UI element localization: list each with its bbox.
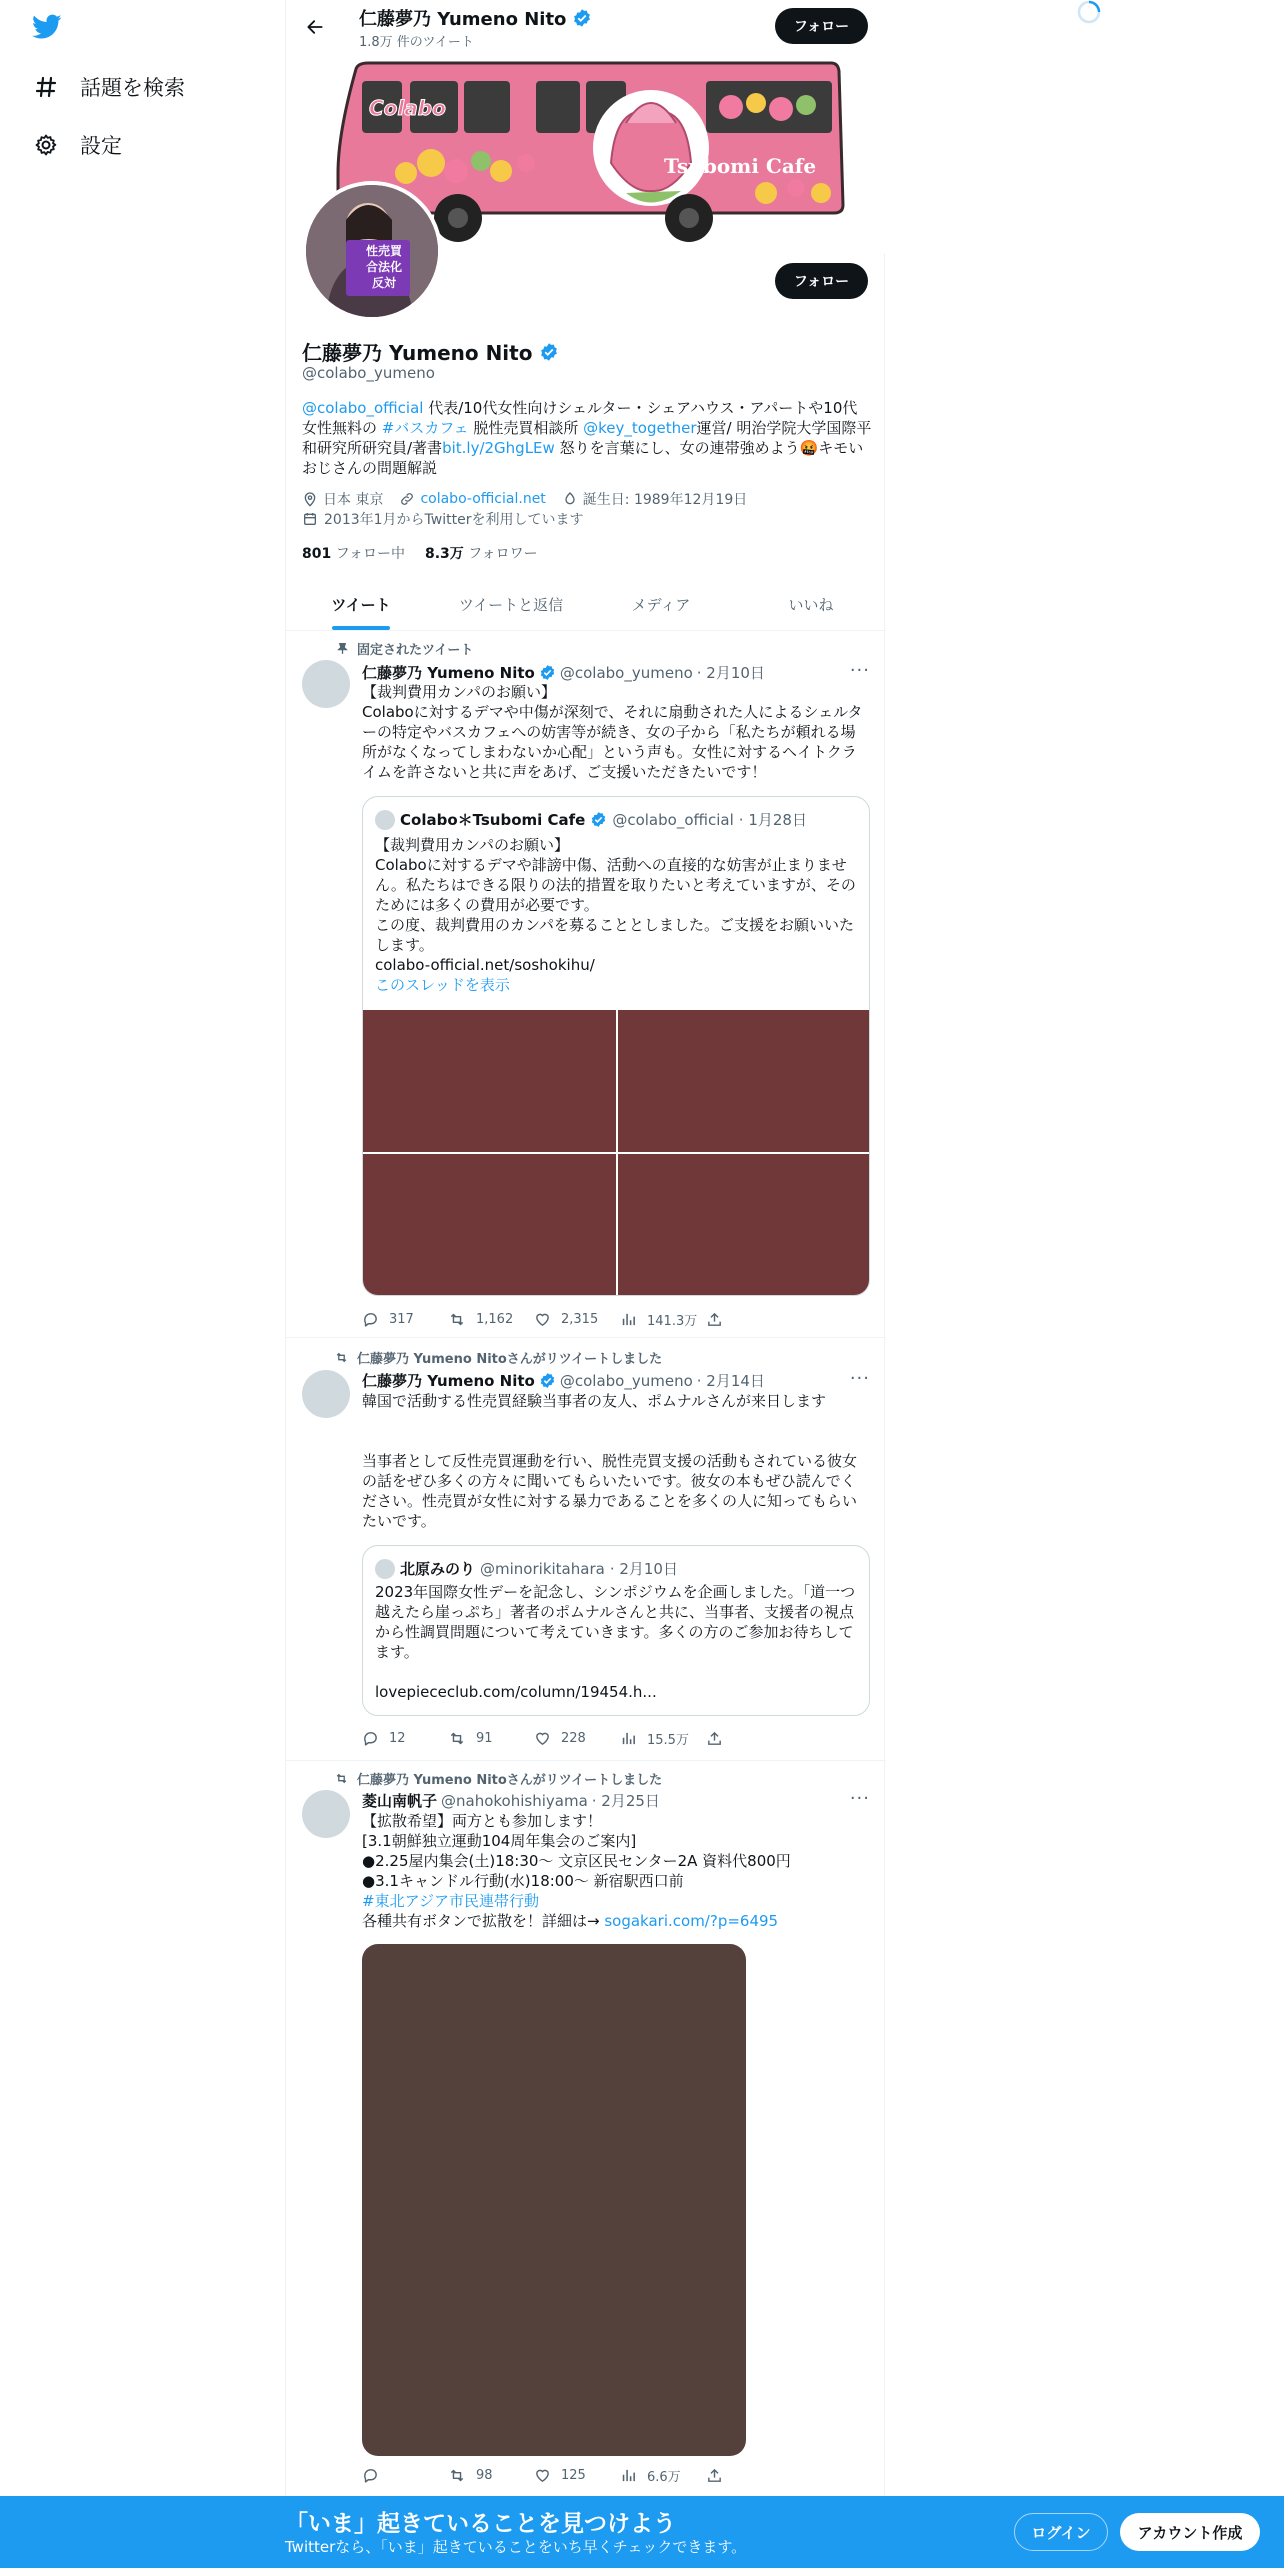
tweet-text-line: ●3.1キャンドル行動(水)18:00～ 新宿駅西口前: [362, 1872, 684, 1890]
hashtag-icon: [32, 73, 60, 101]
tweet-context-text: 仁藤夢乃 Yumeno Nitoさんがリツイートしました: [357, 1773, 663, 1788]
quoted-author-name: Colabo＊Tsubomi Cafe: [400, 811, 586, 829]
quoted-author-name: 北原みのり: [400, 1560, 476, 1578]
media-image[interactable]: [618, 1010, 870, 1152]
share-button[interactable]: [706, 1309, 792, 1329]
tweet-context-text: 固定されたツイート: [357, 643, 474, 658]
quoted-tweet[interactable]: [362, 796, 870, 1296]
views-icon: [620, 1730, 637, 1747]
quoted-author-handle: @colabo_official: [612, 810, 734, 829]
tweet-hashtag[interactable]: #東北アジア市民連帯行動: [362, 1892, 539, 1910]
tweet-author-avatar[interactable]: [302, 1790, 350, 1838]
tweet-author-avatar[interactable]: [302, 1370, 350, 1418]
bio-text: 代表/10代女性向けシェルター・シェアハウス・アパートや10代女性無料の: [302, 399, 858, 437]
tweet-date[interactable]: · 2月10日: [696, 664, 765, 682]
retweet-button[interactable]: [448, 1728, 534, 1748]
bio-text: 運営/ 明治学院大学国際平和研究所研究員/著書: [302, 419, 872, 457]
verified-icon: [572, 8, 592, 28]
tab-tweets-and-replies[interactable]: ツイートと返信: [458, 595, 564, 614]
follow-button[interactable]: フォロー: [775, 263, 868, 299]
tweet-actions: [362, 2465, 792, 2485]
tweet-text: 韓国で活動する性売買経験当事者の友人、ポムナルさんが来日します 当事者として反性売買運動を行い、脱性売買支援の活動もされている彼女の話をぜひ多くの方々に聞いてもらいたいです。彼女の本もぜひ読んでください。性売買が女性に対する暴力であることを多くの人に知ってもらいたいです。: [362, 1392, 858, 1530]
link-icon: [399, 491, 415, 507]
views-button[interactable]: [620, 1728, 706, 1748]
loading-spinner-icon: [1074, 0, 1104, 26]
tweet-text-line: 【拡散希望】両方とも参加します！: [362, 1812, 603, 1830]
profile-location: [302, 489, 383, 509]
like-icon: [534, 1311, 551, 1328]
tweet-author-handle: @nahokohishiyama: [441, 1791, 588, 1810]
views-count: 15.5万: [647, 1732, 689, 1748]
quoted-date: · 1月28日: [738, 811, 807, 829]
like-count: 228: [561, 1730, 586, 1746]
quoted-tweet-header: [375, 1558, 678, 1579]
share-button[interactable]: [706, 2465, 792, 2485]
tweet-header: [362, 1370, 765, 1391]
nav-settings-label: 設定: [80, 134, 122, 158]
tweet-header: [362, 1790, 660, 1811]
followers-count: 8.3万: [425, 546, 464, 562]
header-name: [359, 5, 592, 31]
tweet-author-handle: @colabo_yumeno: [559, 1371, 693, 1390]
tab-tweets[interactable]: ツイート: [286, 578, 436, 630]
like-button[interactable]: [534, 1728, 620, 1748]
reply-count: 12: [389, 1730, 406, 1746]
retweet-icon: [448, 1730, 466, 1747]
tweet-actions: [362, 1309, 792, 1329]
profile-avatar[interactable]: [302, 181, 442, 321]
location-icon: [302, 491, 318, 507]
profile-bio: [302, 398, 872, 478]
profile-birthday: [562, 489, 747, 509]
show-thread-link[interactable]: このスレッドを表示: [375, 976, 510, 994]
banner-logo-text: Colabo: [369, 96, 446, 120]
avatar-sign-text: 性売買合法化反対: [365, 244, 402, 290]
tweet-media-image[interactable]: [362, 1944, 746, 2456]
like-button[interactable]: [534, 2465, 620, 2485]
reply-button[interactable]: [362, 2465, 448, 2485]
quoted-tweet-text: 2023年国際女性デーを記念し、シンポジウムを企画しました。「道一つ越えたら崖っぷち」著者のポムナルさんと共に、当事者、支援者の視点から性調買問題について考えていきます。多くの方のご参加お待ちしてます。 lovepiececlub.com/column/19454.h...: [375, 1583, 856, 1701]
media-image[interactable]: [618, 1154, 870, 1296]
profile-header-bar: [286, 0, 886, 53]
verified-icon: [590, 811, 607, 828]
twitter-logo-icon[interactable]: [32, 14, 62, 40]
login-button[interactable]: ログイン: [1014, 2513, 1108, 2551]
reply-icon: [362, 1730, 379, 1747]
bio-text: 脱性売買相談所: [468, 419, 584, 437]
bio-hashtag-buscafe[interactable]: #バスカフェ: [381, 419, 469, 437]
tweet-context: [333, 1348, 662, 1367]
tweet-author-handle: @colabo_yumeno: [559, 663, 693, 682]
views-icon: [620, 1311, 637, 1328]
following-count-link[interactable]: [302, 543, 405, 563]
tweet-retweet-1[interactable]: [286, 1339, 886, 1761]
following-label: フォロー中: [335, 546, 405, 562]
back-arrow-icon[interactable]: [298, 10, 332, 44]
birthday-text: 誕生日: 1989年12月19日: [582, 492, 748, 508]
profile-handle: @colabo_yumeno: [302, 364, 435, 382]
reply-icon: [362, 2467, 379, 2484]
more-icon[interactable]: ···: [849, 660, 870, 681]
views-button[interactable]: [620, 2465, 706, 2485]
tab-media[interactable]: メディア: [631, 595, 691, 614]
profile-joined-row: [302, 509, 583, 529]
quoted-tweet-header: [375, 809, 807, 830]
quoted-tweet[interactable]: [362, 1545, 870, 1716]
retweet-count: 1,162: [476, 1311, 514, 1327]
like-button[interactable]: [534, 1309, 620, 1329]
calendar-icon: [302, 511, 318, 527]
signup-prompt-title: 「いま」起きていることを見つけよう: [285, 2511, 676, 2537]
tweet-author-avatar[interactable]: [302, 660, 350, 708]
signup-prompt-bar: [0, 2496, 1284, 2568]
tweet-text-line: ●2.25屋内集会(土)18:30～ 文京区民センター2A 資料代800円: [362, 1852, 791, 1870]
views-button[interactable]: [620, 1309, 706, 1329]
website-link[interactable]: colabo-official.net: [420, 491, 546, 507]
signup-button[interactable]: アカウント作成: [1120, 2513, 1260, 2551]
quoted-author-handle: @minorikitahara: [480, 1559, 605, 1578]
retweet-icon: [448, 2467, 466, 2484]
tweet-actions: [362, 1728, 792, 1748]
share-button[interactable]: [706, 1728, 792, 1748]
retweet-count: 98: [476, 2467, 493, 2483]
tweet-context: [333, 639, 473, 658]
tweet-author-name[interactable]: 仁藤夢乃 Yumeno Nito: [362, 664, 535, 682]
nav-explore-label: 話題を検索: [80, 76, 185, 100]
quoted-date: · 2月10日: [609, 1560, 678, 1578]
profile-website[interactable]: [399, 491, 545, 507]
signup-prompt-subtitle: Twitterなら、「いま」起きていることをいち早くチェックできます。: [285, 2538, 747, 2556]
pin-icon: [333, 642, 349, 655]
tweet-pinned[interactable]: [286, 632, 886, 1338]
reply-icon: [362, 1311, 379, 1328]
tweet-context: [333, 1769, 662, 1788]
follow-button-header[interactable]: フォロー: [775, 8, 868, 44]
bio-text: 怒りを言葉にし、女の連帯強めよう: [554, 439, 800, 457]
reply-button[interactable]: [362, 1309, 448, 1329]
quoted-media-grid[interactable]: [363, 1010, 870, 1296]
gear-icon: [32, 131, 60, 159]
profile-name-text: 仁藤夢乃 Yumeno Nito: [302, 341, 533, 365]
tweet-text: [362, 1811, 870, 1931]
followers-label: フォロワー: [468, 546, 538, 562]
views-count: 6.6万: [647, 2469, 681, 2485]
bio-mention-key-together[interactable]: @key_together: [583, 419, 697, 437]
like-count: 2,315: [561, 1311, 599, 1327]
tweet-text-line: [3.1朝鮮独立運動104周年集会のご案内]: [362, 1832, 637, 1850]
retweet-count: 91: [476, 1730, 493, 1746]
like-count: 125: [561, 2467, 586, 2483]
views-icon: [620, 2467, 637, 2484]
more-icon[interactable]: ···: [849, 1368, 870, 1389]
angry-emoji: 🤬: [799, 439, 819, 457]
left-navigation: [0, 0, 285, 200]
profile-meta-row: [302, 489, 757, 509]
media-image[interactable]: [363, 1154, 616, 1296]
more-icon[interactable]: ···: [849, 1788, 870, 1809]
profile-display-name: [302, 337, 559, 366]
retweet-button[interactable]: [448, 1309, 534, 1329]
bio-link[interactable]: bit.ly/2GhgLEw: [442, 439, 555, 457]
verified-icon: [539, 664, 556, 681]
tweet-author-name[interactable]: 菱山南帆子: [362, 1792, 438, 1810]
tweet-header: [362, 662, 765, 683]
tweet-date[interactable]: · 2月25日: [591, 1792, 660, 1810]
joined-text: 2013年1月からTwitterを利用しています: [324, 512, 584, 528]
tweet-link[interactable]: sogakari.com/?p=6495: [604, 1912, 779, 1930]
birthday-icon: [562, 491, 578, 507]
like-icon: [534, 1730, 551, 1747]
nav-settings[interactable]: [32, 127, 122, 163]
tweet-date[interactable]: · 2月14日: [696, 1372, 765, 1390]
tweet-author-name[interactable]: 仁藤夢乃 Yumeno Nito: [362, 1372, 535, 1390]
followers-count-link[interactable]: [425, 543, 538, 563]
share-icon: [706, 1311, 723, 1328]
bio-text: キモいおじさんの問題解説: [302, 439, 864, 477]
tweet-text: 【裁判費用カンパのお願い】 Colaboに対するデマや中傷が深刻で、それに扇動された人によるシェルターの特定やバスカフェへの妨害等が続き、女の子から「私たちが頼れる場所がなくなってしまわないか心配」という声も。女性に対するヘイトクライムを許さないと共に声をあげ、ご支援いただきたいです！: [362, 683, 863, 781]
main-column: [285, 0, 885, 2568]
share-icon: [706, 1730, 723, 1747]
quoted-author-avatar: [375, 810, 395, 830]
profile-tabs: [286, 578, 886, 631]
quoted-tweet-text: 【裁判費用カンパのお願い】 Colaboに対するデマや誹謗中傷、活動への直接的な妨害が止まりません。私たちはできる限りの法的措置を取りたいと考えていますが、そのためには多くの費用が必要です。 この度、裁判費用のカンパを募ることとしました。ご支援をお願いいたします。 colabo-official.net/soshokihu/: [375, 836, 856, 974]
tab-likes[interactable]: いいね: [788, 595, 834, 614]
quoted-author-avatar: [375, 1559, 395, 1579]
location-text: 日本 東京: [323, 492, 384, 508]
tweet-context-text: 仁藤夢乃 Yumeno Nitoさんがリツイートしました: [357, 1352, 663, 1367]
header-tweet-count: 1.8万 件のツイート: [359, 35, 474, 50]
media-image[interactable]: [363, 1010, 616, 1152]
header-name-text: 仁藤夢乃 Yumeno Nito: [359, 9, 567, 30]
verified-icon: [539, 1372, 556, 1389]
reply-button[interactable]: [362, 1728, 448, 1748]
reply-count: 317: [389, 1311, 414, 1327]
tweet-text-line: 各種共有ボタンで拡散を！詳細は→: [362, 1912, 605, 1930]
retweet-icon: [448, 1311, 466, 1328]
views-count: 141.3万: [647, 1313, 698, 1329]
share-icon: [706, 2467, 723, 2484]
like-icon: [534, 2467, 551, 2484]
nav-explore[interactable]: [32, 69, 185, 105]
banner-cafe-text: Tsubomi Cafe: [664, 154, 817, 178]
retweet-button[interactable]: [448, 2465, 534, 2485]
following-count: 801: [302, 546, 332, 562]
follow-counts: [302, 543, 538, 563]
tweet-retweet-2[interactable]: [286, 1762, 886, 2496]
retweet-icon: [333, 1772, 349, 1785]
verified-icon: [539, 342, 559, 362]
retweet-icon: [333, 1351, 349, 1364]
bio-mention-colabo-official[interactable]: @colabo_official: [302, 399, 424, 417]
